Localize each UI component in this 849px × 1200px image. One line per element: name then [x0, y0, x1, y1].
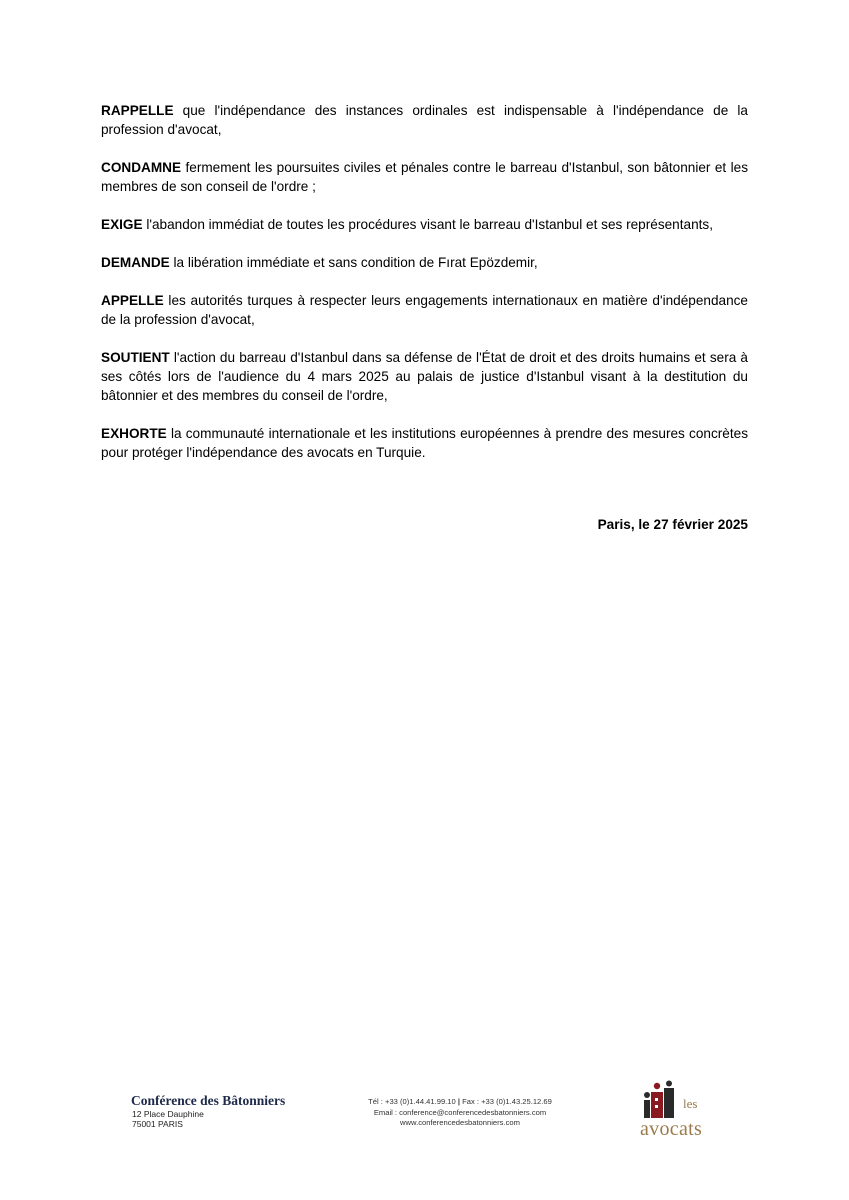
phone-number: Tél : +33 (0)1.44.41.99.10: [368, 1097, 456, 1106]
paragraph-demande: [101, 253, 748, 272]
logo-figures-icon: [640, 1080, 680, 1120]
paragraph-keyword: EXIGE: [101, 217, 143, 232]
signature-date: Paris, le 27 février 2025: [597, 517, 748, 532]
logo-avocats-text: avocats: [640, 1118, 703, 1140]
paragraph-keyword: APPELLE: [101, 293, 164, 308]
contact-separator: |: [457, 1097, 460, 1106]
logo-les-text: les: [683, 1096, 698, 1111]
paragraph-exige: [101, 215, 748, 234]
fax-number: Fax : +33 (0)1.43.25.12.69: [462, 1097, 552, 1106]
address-line-1: 12 Place Dauphine: [132, 1109, 204, 1119]
paragraph-condamne: [101, 158, 748, 196]
paragraph-text: la libération immédiate et sans condition de Fırat Epözdemir,: [169, 255, 538, 270]
footer-contact: [340, 1097, 580, 1129]
email-address[interactable]: Email : conference@conferencedesbatonniers.com: [373, 1107, 547, 1117]
paragraph-text: que l'indépendance des instances ordinales est indispensable à l'indépendance de la profession d'avocat,: [101, 103, 748, 137]
paragraph-keyword: RAPPELLE: [101, 103, 174, 118]
paragraph-keyword: CONDAMNE: [101, 160, 182, 175]
footer-organization: [131, 1093, 331, 1129]
paragraph-text: l'action du barreau d'Istanbul dans sa défense de l'État de droit et des droits humains et sera à ses côtés lors de l'audience du 4 mars 2025 au palais de justice d'Istanbul visant à la destitution du bâtonnier et des membres du conseil de l'ordre,: [101, 350, 748, 403]
address-line-2: 75001 PARIS: [132, 1119, 183, 1129]
paragraph-keyword: EXHORTE: [101, 426, 167, 441]
paragraph-keyword: DEMANDE: [101, 255, 170, 270]
paragraph-text: l'abandon immédiat de toutes les procédures visant le barreau d'Istanbul et ses représentants,: [142, 217, 713, 232]
paragraph-appelle: [101, 291, 748, 329]
les-avocats-logo: [640, 1080, 730, 1142]
paragraph-exhorte: [101, 424, 748, 462]
paragraph-rappelle: [101, 101, 748, 139]
website-link[interactable]: www.conferencedesbatonniers.com: [400, 1118, 520, 1127]
organization-name: Conférence des Bâtonniers: [131, 1093, 286, 1108]
phone-fax-line: [340, 1097, 580, 1108]
paragraph-soutient: [101, 348, 748, 405]
resolution-body: [101, 101, 748, 481]
paragraph-text: les autorités turques à respecter leurs engagements internationaux en matière d'indépendance de la profession d'avocat,: [101, 293, 748, 327]
paragraph-keyword: SOUTIENT: [101, 350, 170, 365]
paragraph-text: fermement les poursuites civiles et pénales contre le barreau d'Istanbul, son bâtonnier et les membres de son conseil de l'ordre ;: [101, 160, 748, 194]
paragraph-text: la communauté internationale et les institutions européennes à prendre des mesures concrètes pour protéger l'indépendance des avocats en Turquie.: [101, 426, 748, 460]
